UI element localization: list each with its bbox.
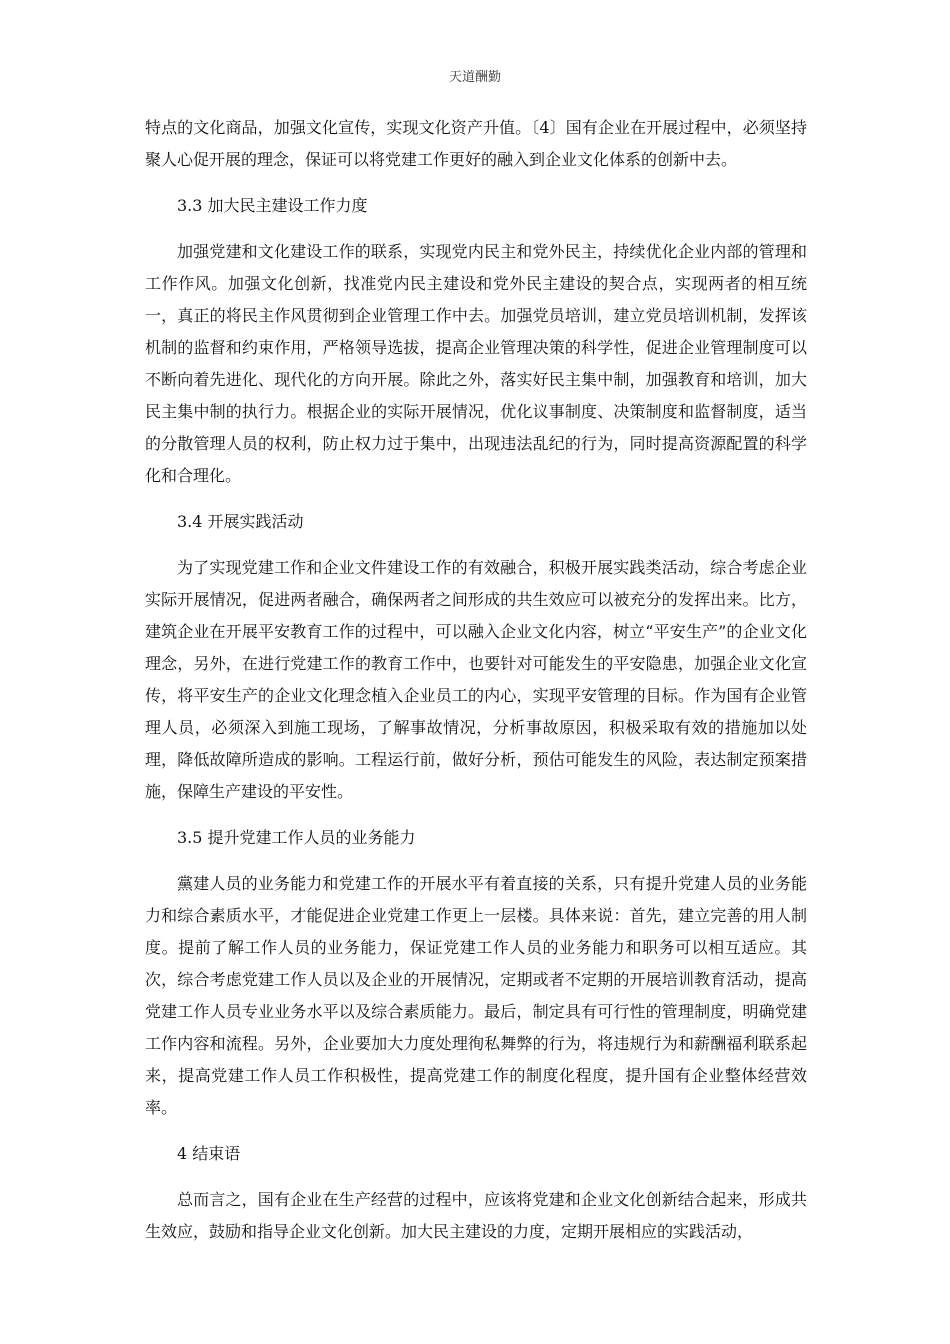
paragraph-3-3: 加强党建和文化建设工作的联系，实现党内民主和党外民主，持续优化企业内部的管理和工作作风。加强文化创新，找准党内民主建设和党外民主建设的契合点，实现两者的相互统一，真正的将民主作风贯彻到企业管理工作中去。加强党员培训，建立党员培训机制，发挥该机制的监督和约束作用，严格领导选拔，提高企业管理决策的科学性，促进企业管理制度可以不断向着先进化、现代化的方向开展。除此之外，落实好民主集中制，加强教育和培训，加大民主集中制的执行力。根据企业的实际开展情况，优化议事制度、决策制度和监督制度，适当的分散管理人员的权利，防止权力过于集中，出现违法乱纪的行为，同时提高资源配置的科学化和合理化。 — [145, 242, 807, 485]
section-heading-3-4: 3.4 开展实践活动 — [177, 512, 304, 531]
spacer — [145, 492, 807, 506]
paragraph-continuation: 特点的文化商品，加强文化宣传，实现文化资产升值。〔4〕国有企业在开展过程中，必须坚持聚人心促开展的理念，保证可以将党建工作更好的融入到企业文化体系的创新中去。 — [145, 118, 807, 169]
paragraph-4: 总而言之，国有企业在生产经营的过程中，应该将党建和企业文化创新结合起来，形成共生效应，鼓励和指导企业文化创新。加大民主建设的力度，定期开展相应的实践活动， — [145, 1190, 807, 1241]
paragraph-3-4: 为了实现党建工作和企业文件建设工作的有效融合，积极开展实践类活动，综合考虑企业实际开展情况，促进两者融合，确保两者之间形成的共生效应可以被充分的发挥出来。比方，建筑企业在开展平安教育工作的过程中，可以融入企业文化内容，树立“平安生产”的企业文化理念，另外，在进行党建工作的教育工作中，也要针对可能发生的平安隐患，加强企业文化宣传，将平安生产的企业文化理念植入企业员工的内心，实现平安管理的目标。作为国有企业管理人员，必须深入到施工现场，了解事故情况，分析事故原因，积极采取有效的措施加以处理，降低故障所造成的影响。工程运行前，做好分析，预估可能发生的风险，表达制定预案措施，保障生产建设的平安性。 — [145, 558, 807, 801]
spacer — [145, 538, 807, 552]
spacer — [145, 854, 807, 868]
paragraph-3-5: 黨建人员的业务能力和党建工作的开展水平有着直接的关系，只有提升党建人员的业务能力和综合素质水平，才能促进企业党建工作更上一层楼。具体来说：首先，建立完善的用人制度。提前了解工作人员的业务能力，保证党建工作人员的业务能力和职务可以相互适应。其次，综合考虑党建工作人员以及企业的开展情况，定期或者不定期的开展培训教育活动，提高党建工作人员专业业务水平以及综合素质能力。最后，制定具有可行性的管理制度，明确党建工作内容和流程。另外，企业要加大力度处理徇私舞弊的行为，将违规行为和薪酬福利联系起来，提高党建工作人员工作积极性，提高党建工作的制度化程度，提升国有企业整体经营效率。 — [145, 874, 807, 1117]
document-body — [145, 112, 807, 1248]
section-heading-3-5: 3.5 提升党建工作人员的业务能力 — [177, 828, 416, 847]
spacer — [145, 1170, 807, 1184]
spacer — [145, 176, 807, 190]
section-heading-3-3: 3.3 加大民主建设工作力度 — [177, 196, 368, 215]
spacer — [145, 808, 807, 822]
spacer — [145, 222, 807, 236]
section-heading-4: 4 结束语 — [177, 1144, 241, 1163]
spacer — [145, 1124, 807, 1138]
page-header: 天道酬勤 — [448, 70, 501, 85]
